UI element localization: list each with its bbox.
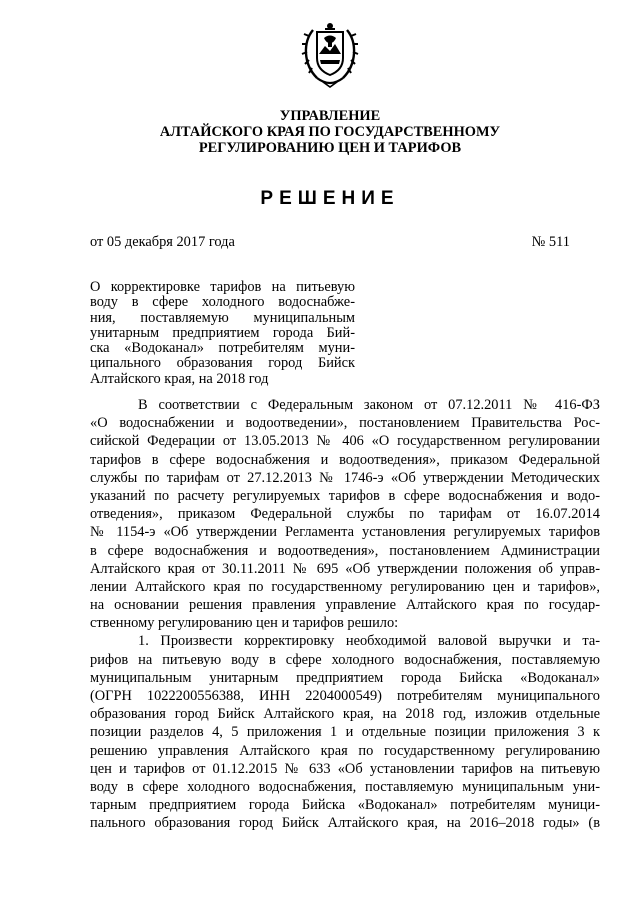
body-line: тарным предприятием города Бийска «Водоканал» потребителям муници-	[90, 797, 600, 814]
body-line: образования город Бийск Алтайского края, на 2018 год, изложив отдельные	[90, 706, 600, 723]
body-line: тарифов в сфере водоснабжения и водоотведения», приказом Федеральной	[90, 451, 600, 468]
body-line: цен и тарифов от 01.12.2015 № 633 «Об установлении тарифов на питьевую	[90, 760, 600, 777]
body-line: Алтайского края от 30.11.2011 № 695 «Об утверждении положения об управ-	[90, 560, 600, 577]
body-line: 1. Произвести корректировку необходимой валовой выручки и та-	[138, 633, 600, 650]
body-line: «О водоснабжении и водоотведении», постановлением Правительства Рос-	[90, 415, 600, 432]
body-line: рифов на питьевую воду в сфере холодного водоснабжения, поставляемую	[90, 651, 600, 668]
document-subject	[90, 280, 355, 387]
body-line: службы по тарифам от 27.12.2013 № 1746-э «Об утверждении Методических	[90, 469, 600, 486]
agency-name	[90, 108, 570, 156]
document-date: от 05 декабря 2017 года	[90, 234, 235, 250]
subject-line: ска «Водоканал» потребителям муни-	[90, 340, 355, 357]
agency-name-line: РЕГУЛИРОВАНИЮ ЦЕН И ТАРИФОВ	[198, 140, 462, 156]
agency-name-line: АЛТАЙСКОГО КРАЯ ПО ГОСУДАРСТВЕННОМУ	[159, 124, 501, 140]
body-line: сийской Федерации от 13.05.2013 № 406 «О государственном регулировании	[90, 433, 600, 450]
subject-line: Алтайского края, на 2018 год	[90, 370, 269, 387]
subject-line: О корректировке тарифов на питьевую	[90, 279, 355, 295]
subject-line: ципального образования город Бийск	[90, 355, 355, 372]
agency-name-line: УПРАВЛЕНИЕ	[279, 108, 381, 124]
document-title: РЕШЕНИЕ	[260, 188, 400, 209]
body-line: воду в сфере холодного водоснабжения, поставляемую муниципальным уни-	[90, 778, 600, 795]
subject-line: ния, поставляемую муниципальным	[90, 309, 355, 326]
altai-krai-coat-of-arms-icon	[299, 18, 361, 90]
body-line: № 1154-э «Об утверждении Регламента установления регулируемых тарифов	[90, 524, 600, 541]
body-line: отведения», приказом Федеральной службы по тарифам от 16.07.2014	[90, 506, 600, 523]
body-line: лении Алтайского края по государственному регулированию цен и тарифов»,	[90, 578, 600, 595]
body-line: в сфере водоснабжения и водоотведения», постановлением Администрации	[90, 542, 600, 559]
body-line: В соответствии с Федеральным законом от 07.12.2011 № 416-ФЗ	[138, 397, 600, 413]
body-line: пального образования город Бийск Алтайского края, на 2016–2018 годы» (в	[90, 815, 600, 832]
document-body	[90, 396, 600, 833]
body-line: (ОГРН 1022200556388, ИНН 2204000549) потребителям муниципального	[90, 688, 600, 704]
body-line: решению управления Алтайского края по государственному регулированию	[90, 742, 600, 759]
subject-line: воду в сфере холодного водоснабже-	[90, 294, 355, 311]
body-line: ственному регулированию цен и тарифов решило:	[90, 615, 399, 632]
body-line: позиции разделов 4, 5 приложения 1 и отдельные позиции приложения 3 к	[90, 724, 600, 741]
body-line: на основании решения правления управление Алтайского края по государ-	[90, 597, 600, 614]
document-number: № 511	[531, 234, 570, 250]
body-line: муниципальным унитарным предприятием города Бийска «Водоканал»	[90, 669, 600, 686]
subject-line: унитарным предприятием города Бий-	[90, 324, 355, 341]
body-line: указаний по расчету регулируемых тарифов в сфере водоснабжения и водо-	[90, 487, 600, 504]
